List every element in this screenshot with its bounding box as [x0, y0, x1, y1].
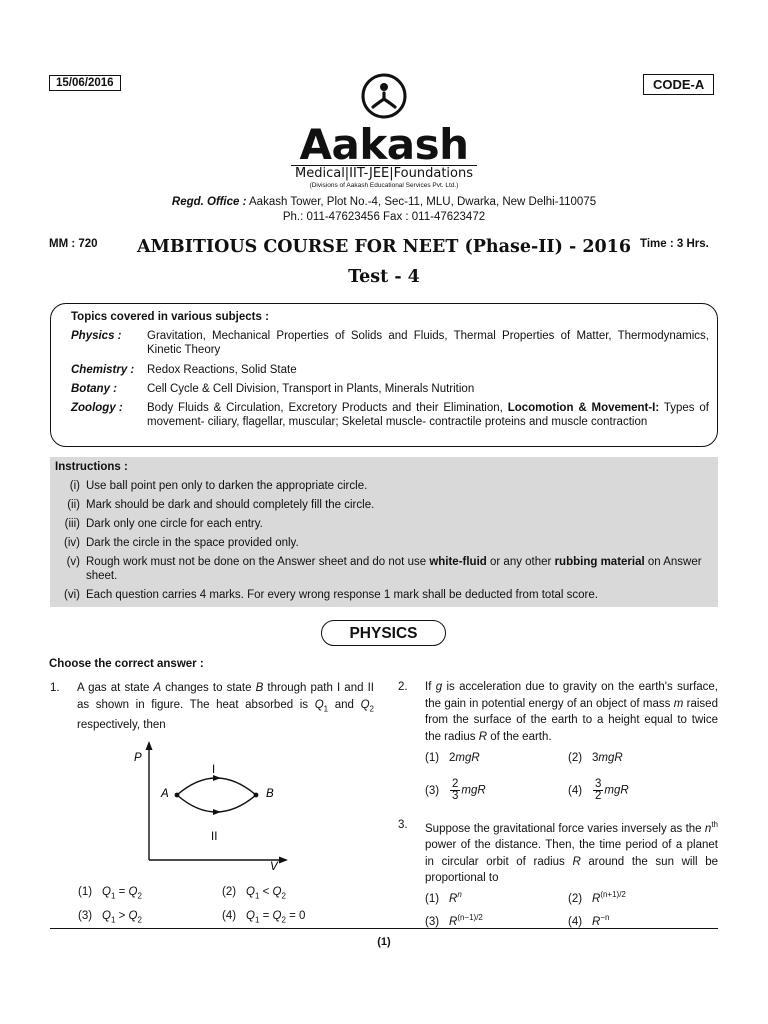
- question-number: 1.: [50, 682, 60, 694]
- brand-name: Aakash: [299, 120, 469, 169]
- question-text: If g is acceleration due to gravity on the earth's surface, the gain in potential energy of an object of mass m raised from the surface of the earth to a height equal to twice the radius R of the earth.: [425, 681, 718, 743]
- code-box: CODE-A: [643, 74, 714, 95]
- footer-rule: [50, 928, 718, 929]
- topic-text: Body Fluids & Circulation, Excretory Products and their Elimination, Locomotion & Movement-I: Types of movement- ciliary, flagellar, muscular; Skeletal muscle- contractile proteins and muscle contraction: [147, 402, 709, 428]
- q2-option-1: (1) 2mgR: [425, 752, 480, 764]
- q1-option-1: (1) $Q_1 = Q_2$: [78, 886, 142, 901]
- q3-option-4: (4) $R^{-n}$: [568, 913, 610, 928]
- topic-subject: Chemistry :: [71, 364, 135, 376]
- question-text: Suppose the gravitational force varies inversely as the $n^{th}$ power of the distance. Then, the time period of a planet in circular orbit of radius R around the sun will be proportional to: [425, 820, 718, 885]
- pv-axis-p: P: [134, 752, 142, 764]
- page-number: (1): [377, 936, 391, 948]
- pv-path-2: II: [211, 831, 218, 843]
- office-address-text: Aakash Tower, Plot No.-4, Sec-11, MLU, Dwarka, New Delhi-110075: [246, 196, 597, 208]
- brand-tagline: Medical|IIT-JEE|Foundations: [0, 165, 768, 181]
- question-2: [398, 679, 718, 745]
- question-number: 2.: [398, 681, 408, 693]
- instruction-item: (ii) Mark should be dark and should completely fill the circle.: [67, 499, 375, 511]
- pv-point-b: B: [266, 788, 274, 800]
- instruction-item: (iv) Dark the circle in the space provided only.: [64, 537, 299, 549]
- q2-option-2: (2) 3mgR: [568, 752, 623, 764]
- section-title: PHYSICS: [321, 620, 446, 646]
- aakash-logo: [0, 72, 768, 190]
- topic-subject: Zoology :: [71, 402, 123, 414]
- pv-axis-v: V: [270, 861, 278, 873]
- topic-row-physics: [71, 329, 709, 357]
- question-number: 3.: [398, 819, 408, 831]
- q1-option-2: (2) $Q_1 < Q_2$: [222, 886, 286, 901]
- office-label: Regd. Office :: [171, 196, 247, 208]
- q2-option-3: (3) $\frac{2}{3}$ mgR: [425, 778, 486, 802]
- topic-subject: Botany :: [71, 383, 117, 395]
- pv-diagram: [120, 738, 300, 878]
- instructions-box: [50, 457, 718, 607]
- instruction-item: (i) Use ball point pen only to darken the appropriate circle.: [69, 480, 368, 492]
- instructions-heading: Instructions :: [55, 461, 128, 473]
- topics-box: [50, 303, 718, 447]
- q3-option-1: (1) $R^n$: [425, 890, 462, 905]
- time-allowed: Time : 3 Hrs.: [640, 238, 709, 250]
- q2-option-4: (4) $\frac{3}{2}$ mgR: [568, 778, 629, 802]
- exam-title: AMBITIOUS COURSE FOR NEET (Phase-II) - 2016: [136, 237, 632, 257]
- pv-point-a: A: [161, 788, 169, 800]
- section-directive: Choose the correct answer :: [49, 658, 204, 670]
- question-3: [398, 817, 718, 887]
- instruction-item: (vi) Each question carries 4 marks. For every wrong response 1 mark shall be deducted from total score.: [64, 589, 598, 601]
- topic-row-botany: [71, 382, 709, 396]
- instruction-item: (iii) Dark only one circle for each entry.: [64, 518, 263, 530]
- brand-division: (Divisions of Aakash Educational Services Pvt. Ltd.): [309, 182, 459, 189]
- aakash-emblem-icon: [360, 72, 408, 120]
- topics-heading: Topics covered in various subjects :: [71, 311, 269, 323]
- q3-option-3: (3) $R^{(n-1)/2}$: [425, 913, 483, 928]
- question-text: A gas at state A changes to state B through path I and II as shown in figure. The heat absorbed is $Q_1$ and $Q_2$ respectively, then: [77, 682, 374, 732]
- office-address: [0, 195, 768, 225]
- q1-option-3: (3) $Q_1 > Q_2$: [78, 910, 142, 925]
- topic-row-chemistry: [71, 363, 709, 377]
- date-box: 15/06/2016: [49, 75, 121, 91]
- topic-row-zoology: [71, 401, 709, 429]
- q3-option-2: (2) $R^{(n+1)/2}$: [568, 890, 626, 905]
- topic-subject: Physics :: [71, 330, 122, 342]
- question-1: [50, 680, 374, 734]
- topic-text: Redox Reactions, Solid State: [147, 364, 297, 376]
- office-contact: Ph.: 011-47623456 Fax : 011-47623472: [282, 211, 486, 223]
- test-number: Test - 4: [348, 267, 420, 287]
- q1-option-4: (4) $Q_1 = Q_2 = 0$: [222, 910, 306, 925]
- topic-text: Cell Cycle & Cell Division, Transport in Plants, Minerals Nutrition: [147, 383, 475, 395]
- instruction-item: (v) Rough work must not be done on the Answer sheet and do not use white-fluid or any other rubbing material on Answer sheet.: [66, 556, 702, 582]
- topic-text: Gravitation, Mechanical Properties of Solids and Fluids, Thermal Properties of Matter, Thermodynamics, Kinetic Theory: [147, 330, 709, 356]
- pv-path-1: I: [212, 764, 216, 776]
- max-marks: MM : 720: [49, 238, 98, 250]
